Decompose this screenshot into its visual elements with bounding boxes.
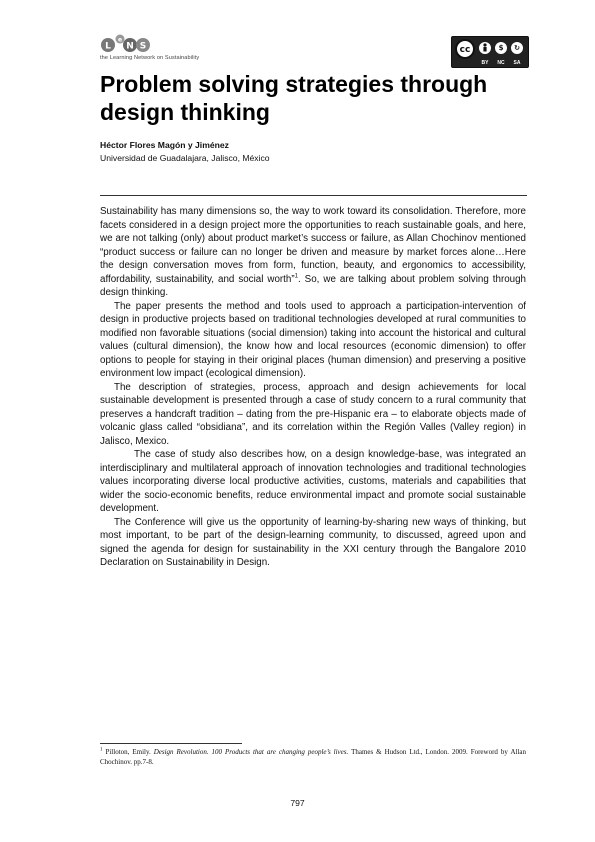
abstract-paragraph-2: The paper presents the method and tools used to approach a participation-intervention of design in productive projects based on traditional technologies developed at rural communities to modified non favorable situations (social dimension) taking into account the historical and cultural values (cultural dimension), the know how and local resources (economic dimension) to offer options to people for staying in their original places (human dimension) and preserving a positive environment low impact (ecological dimension). [100,300,526,379]
header-divider [100,195,527,196]
footnote-book-title: Design Revolution. 100 Products that are changing people’s lives. [153,748,349,756]
abstract-p1-tail: . So, we are talking about problem solving through design thinking. [100,273,526,298]
sharealike-icon: ↻ [510,41,524,55]
svg-text:N: N [126,41,134,52]
logo-tagline: the Learning Network on Sustainability [100,55,200,61]
by-person-icon [478,41,492,55]
cc-icon: cc [455,39,475,59]
noncommercial-icon: $ [494,41,508,55]
footnote-divider [100,743,242,744]
author-affiliation: Universidad de Guadalajara, Jalisco, México [100,153,270,163]
cc-license-badge[interactable] [451,36,529,68]
page-number: 797 [290,798,305,808]
by-label: BY [481,60,489,66]
abstract-paragraph-5: The Conference will give us the opportunity of learning-by-sharing new ways of thinking, but most important, to be part of the design-learning community, to discussed, agreed upon and signed the agenda for design for sustainability in the XXI century through the Bangalore 2010 Declaration on Sustainability in Design. [100,516,526,568]
lens-logo [100,34,225,61]
svg-text:e: e [117,36,123,44]
footnote-text-a: Pilloton, Emily. [102,748,154,756]
svg-text:S: S [139,41,147,52]
author-name: Héctor Flores Magón y Jiménez [100,140,229,150]
footnote-mark: 1 [100,747,103,753]
paper-title: Problem solving strategies through design thinking [100,71,488,125]
abstract-paragraph-4: The case of study also describes how, on a design knowledge-base, was integrated an interdisciplinary and multilateral approach of innovation technologies and traditional technologies values incorporating diverse local productive activities, customs, materials and capabilities that wider the socio-economic benefits, reduce environmental impact and promote social sustainable development. [100,449,526,514]
abstract-paragraph-3: The description of strategies, process, approach and design achievements for local sustainable development is presented through a case of study concern to a rural community that preserves a handcraft tradition – dating from the pre-Hispanic era – to elaborate objects made of volcanic glass called “obsidiana”, and its correlation within the Región Valles (Valley region) in Jalisco, Mexico. [100,381,526,447]
footnote [100,747,526,767]
footnote-ref-1[interactable]: 1 [294,273,298,280]
footnote-text-b: Thames & Hudson Ltd., London. 2009. Foreword by Allan Chochinov. pp.7-8. [100,748,527,766]
abstract-paragraph-1 [100,205,526,300]
lens-logo-icon [100,34,152,54]
abstract-p1-text: Sustainability has many dimensions so, the way to work toward its consolidation. Therefore, more facets considered in a design project more the opportunities to reach sustainable goals, and here, we are not talking (only) about product market’s success or failure, as Allan Chochinov mentioned “product success or failure can no longer be driven and measure by market forces alone…Here the design conversation moves from form, function, beauty, and ergonomics to accessibility, affordability, sustainability, and social worth” [100,206,526,285]
nc-label: NC [497,60,505,66]
svg-text:L: L [105,41,111,52]
abstract-body [100,205,526,570]
sa-label: SA [513,60,521,66]
